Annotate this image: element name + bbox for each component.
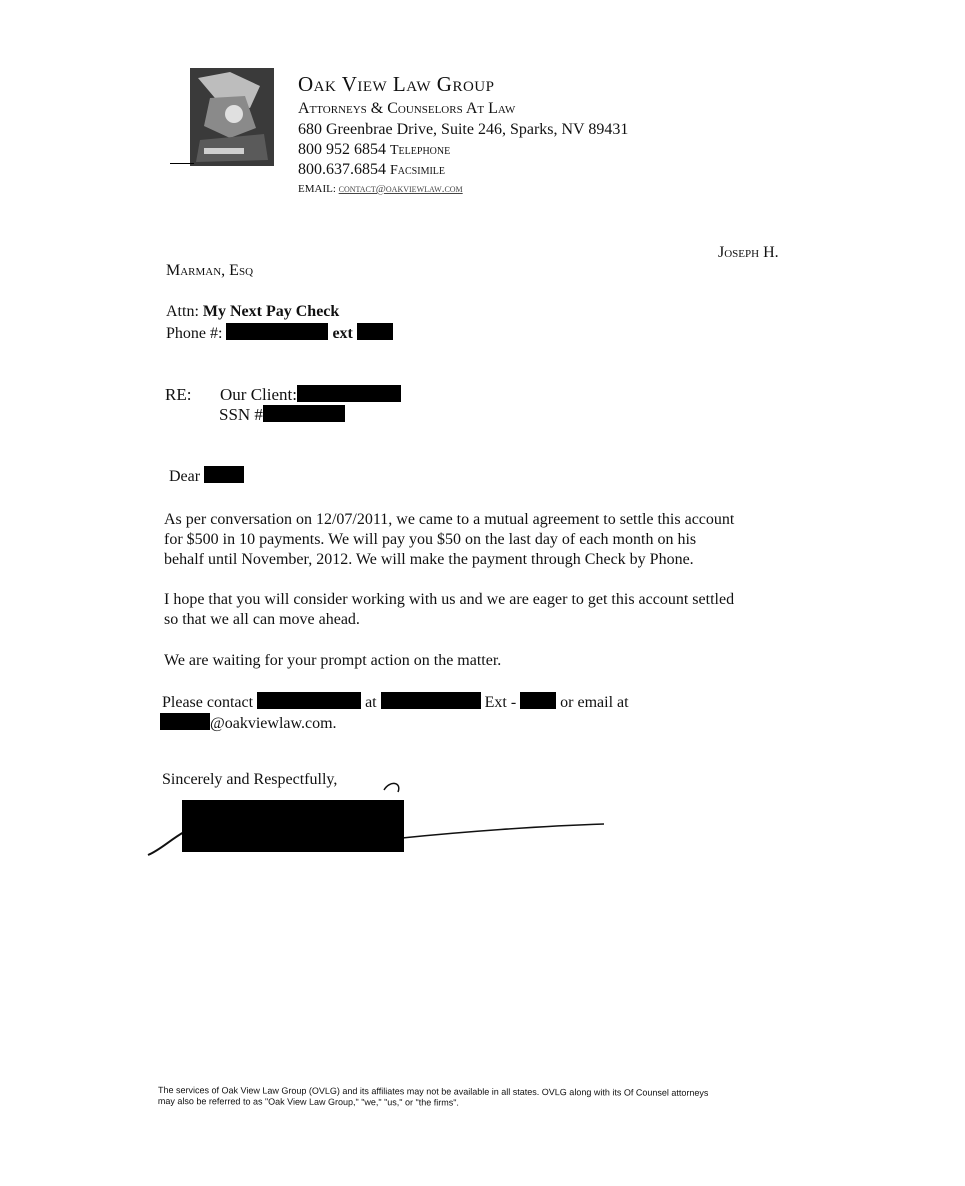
closing: Sincerely and Respectfully, — [162, 771, 338, 788]
salutation — [169, 466, 244, 486]
salutation-word: Dear — [169, 468, 201, 485]
client-line — [220, 385, 401, 405]
please-contact-text: Please contact — [162, 694, 254, 711]
paragraph-line: behalf until November, 2012. We will make the payment through Check by Phone. — [164, 551, 694, 568]
ssn-label: SSN # — [219, 405, 263, 424]
telephone-label: Telephone — [390, 143, 451, 158]
redacted-email-user — [160, 713, 210, 730]
attn-value: My Next Pay Check — [202, 303, 340, 320]
or-email-text: or email at — [560, 694, 629, 711]
firm-fax — [298, 161, 445, 179]
email-label: EMAIL: — [298, 183, 336, 195]
firm-logo — [190, 68, 274, 166]
paragraph-line: so that we all can move ahead. — [164, 611, 360, 628]
paragraph-line: for $500 in 10 payments. We will pay you $50 on the last day of each month on his — [164, 531, 697, 548]
paragraph-line: I hope that you will consider working with us and we are eager to get this account settled — [164, 591, 735, 608]
redacted-phone — [226, 323, 328, 340]
firm-tagline: Attorneys & Counselors At Law — [298, 100, 516, 117]
paragraph-line: As per conversation on 12/07/2011, we came to a mutual agreement to settle this account — [164, 511, 735, 528]
sender-name-last: Marman, Esq — [166, 262, 254, 279]
redacted-contact-name — [257, 692, 361, 709]
footer-line: may also be referred to as "Oak View Law Group," "we," "us," or "the firms". — [157, 1095, 459, 1108]
firm-email — [298, 183, 463, 195]
contact-email-line — [160, 713, 337, 733]
signature-graphic — [140, 770, 620, 870]
footer-line: The services of Oak View Law Group (OVLG) and its affiliates may not be available in all states. OVLG along with its Of Counsel attorneys — [157, 1085, 709, 1098]
phone-label: Phone #: — [166, 325, 223, 342]
telephone-number: 800 952 6854 — [298, 141, 386, 158]
sender-name-first: Joseph H. — [718, 244, 779, 261]
paragraph-waiting: We are waiting for your prompt action on the matter. — [164, 652, 502, 669]
contact-line — [162, 692, 629, 712]
phone-line — [166, 323, 393, 343]
paragraph-hope — [164, 590, 824, 630]
redacted-contact-phone — [381, 692, 481, 709]
redacted-client — [297, 385, 401, 402]
at-text: at — [365, 694, 377, 711]
client-label: Our Client: — [220, 385, 297, 404]
redacted-contact-ext — [520, 692, 556, 709]
attn-line — [166, 303, 339, 321]
ssn-line — [219, 405, 345, 425]
email-link[interactable]: contact@oakviewlaw.com — [338, 183, 463, 195]
redacted-ext — [357, 323, 393, 340]
re-label: RE: — [165, 385, 192, 404]
firm-telephone — [298, 141, 450, 159]
ext-label: ext — [332, 325, 353, 342]
fax-label: Facsimile — [390, 163, 446, 178]
email-domain: @oakviewlaw.com. — [210, 715, 337, 732]
paragraph-agreement — [164, 510, 824, 570]
firm-address: 680 Greenbrae Drive, Suite 246, Sparks, NV 89431 — [298, 121, 629, 138]
footer-disclaimer — [158, 1085, 808, 1110]
logo-scan-graphic — [190, 68, 274, 166]
logo-rule — [170, 163, 194, 164]
fax-number: 800.637.6854 — [298, 161, 386, 178]
redacted-ssn — [263, 405, 345, 422]
redacted-recipient — [204, 466, 244, 483]
attn-label: Attn: — [166, 303, 199, 320]
ext-text: Ext - — [484, 694, 517, 711]
firm-name: Oak View Law Group — [298, 72, 495, 96]
